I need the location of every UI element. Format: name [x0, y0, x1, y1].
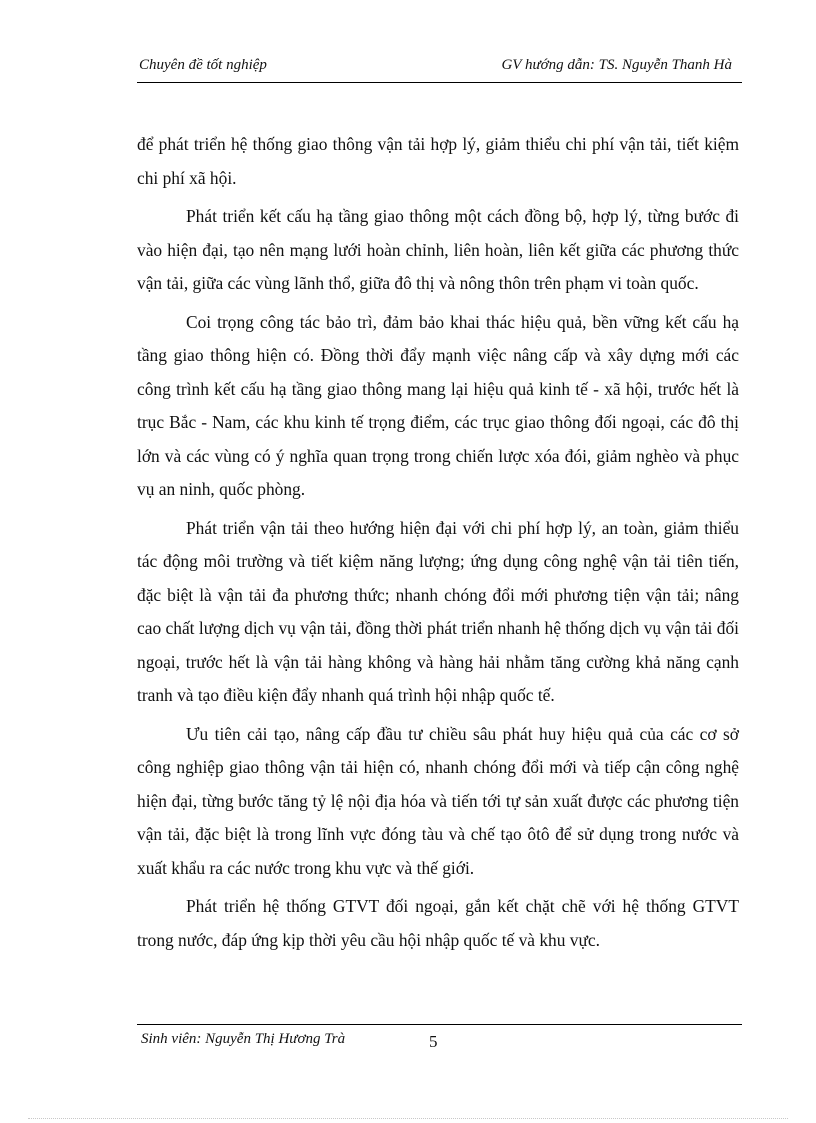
header-left-title: Chuyên đề tốt nghiệp	[139, 57, 267, 73]
header-advisor: GV hướng dẫn: TS. Nguyễn Thanh Hà	[501, 57, 732, 73]
page-edge-divider	[28, 1118, 788, 1119]
paragraph: Coi trọng công tác bảo trì, đảm bảo khai thác hiệu quả, bền vững kết cấu hạ tầng giao thông hiện có. Đồng thời đẩy mạnh việc nâng cấp và xây dựng mới các công trình kết cấu hạ tầng giao thông mang lại hiệu quả kinh tế - xã hội, trước hết là trục Bắc - Nam, các khu kinh tế trọng điểm, các trục giao thông đối ngoại, các đô thị lớn và các vùng có ý nghĩa quan trọng trong chiến lược xóa đói, giảm nghèo và phục vụ an ninh, quốc phòng.	[137, 311, 739, 499]
page-header	[137, 57, 742, 81]
paragraph: Phát triển vận tải theo hướng hiện đại với chi phí hợp lý, an toàn, giảm thiểu tác động môi trường và tiết kiệm năng lượng; ứng dụng công nghệ vận tải tiên tiến, đặc biệt là vận tải đa phương thức; nhanh chóng đổi mới phương tiện vận tải; nâng cao chất lượng dịch vụ vận tải, đồng thời phát triển nhanh hệ thống dịch vụ vận tải đối ngoại, trước hết là vận tải hàng không và hàng hải nhằm tăng cường khả năng cạnh tranh và tạo điều kiện đẩy nhanh quá trình hội nhập quốc tế.	[137, 517, 739, 705]
paragraph: Ưu tiên cải tạo, nâng cấp đầu tư chiều sâu phát huy hiệu quả của các cơ sở công nghiệp giao thông vận tải hiện có, nhanh chóng đổi mới và tiếp cận công nghệ hiện đại, từng bước tăng tỷ lệ nội địa hóa và tiến tới tự sản xuất được các phương tiện vận tải, đặc biệt là trong lĩnh vực đóng tàu và chế tạo ôtô để sử dụng trong nước và xuất khẩu ra các nước trong khu vực và thế giới.	[137, 723, 739, 878]
header-rule	[137, 82, 742, 83]
page-number: 5	[429, 1032, 438, 1051]
footer-student-name: Sinh viên: Nguyễn Thị Hương Trà	[141, 1031, 346, 1047]
paragraph: Phát triển kết cấu hạ tầng giao thông một cách đồng bộ, hợp lý, từng bước đi vào hiện đại, tạo nên mạng lưới hoàn chỉnh, liên hoàn, liên kết giữa các phương thức vận tải, giữa các vùng lãnh thổ, giữa đô thị và nông thôn trên phạm vi toàn quốc.	[137, 206, 739, 293]
document-body	[137, 128, 739, 962]
footer-rule	[137, 1024, 742, 1025]
paragraph-continuation: để phát triển hệ thống giao thông vận tải hợp lý, giảm thiểu chi phí vận tải, tiết kiệm chi phí xã hội.	[137, 134, 739, 188]
paragraph: Phát triển hệ thống GTVT đối ngoại, gắn kết chặt chẽ với hệ thống GTVT trong nước, đáp ứng kịp thời yêu cầu hội nhập quốc tế và khu vực.	[137, 896, 739, 950]
